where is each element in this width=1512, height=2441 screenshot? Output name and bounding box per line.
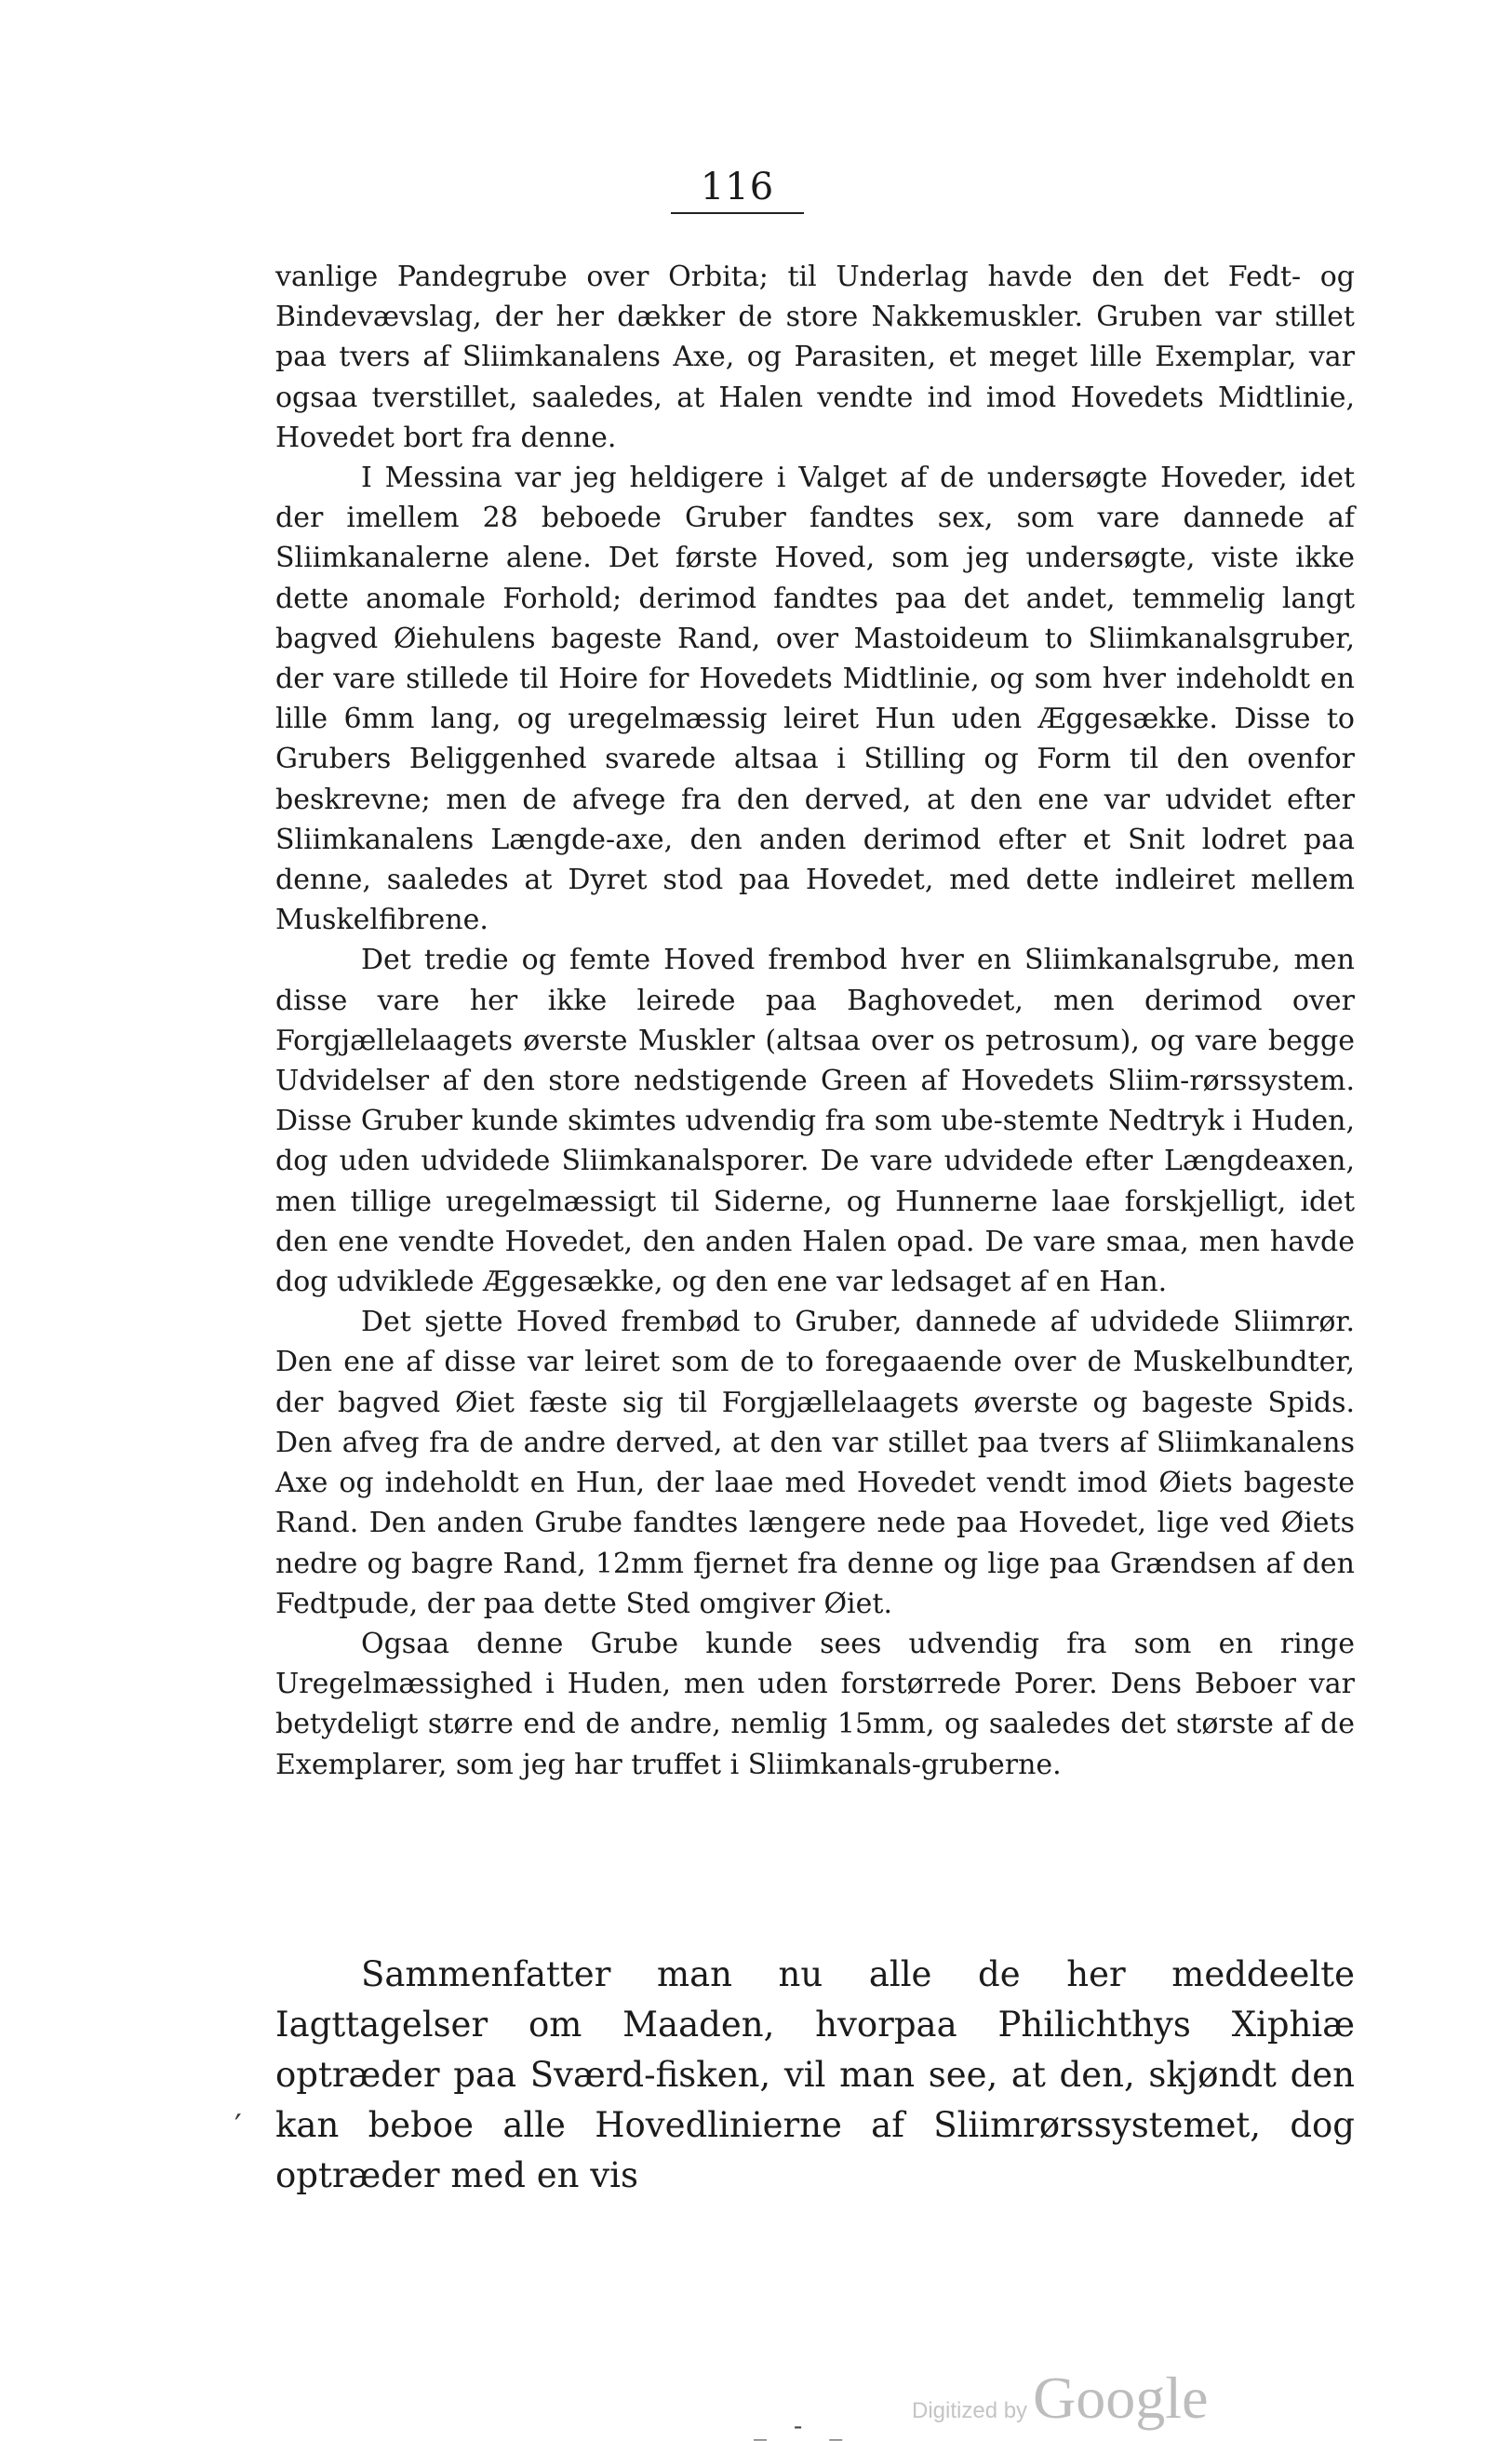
body-text [275,257,1355,1785]
margin-mark: ′ [234,2108,242,2145]
paragraph: Det sjette Hoved frembød to Gruber, dannede af udvidede Sliimrør. Den ene af disse var leiret som de to foregaaende over de Muskelbundter, der bagved Øiet fæste sig til Forgjællelaagets øverste og bageste Spids. Den afveg fra de andre derved, at den var stillet paa tvers af Sliimkanalens Axe og indeholdt en Hun, der laae med Hovedet vendt imod Øiets bageste Rand. Den anden Grube fandtes længere nede paa Hovedet, lige ved Øiets nedre og bagre Rand, 12mm fjernet fra denne og lige paa Grændsen af den Fedtpude, der paa dette Sted omgiver Øiet. [275,1306,1355,1620]
google-logo: Google [1033,2365,1209,2431]
digitized-label: Digitized by [912,2398,1028,2423]
paragraph: Ogsaa denne Grube kunde sees udvendig fra som en ringe Uregelmæssighed i Huden, men uden forstørrede Porer. Dens Beboer var betydeligt større end de andre, nemlig 15mm, og saaledes det største af de Exemplarer, som jeg har truffet i Sliimkanals-gruberne. [275,1627,1355,1781]
summary-section [275,1950,1355,2201]
page-number-text: 116 [671,166,804,214]
digitized-watermark [912,2364,1208,2433]
paragraph: vanlige Pandegrube over Orbita; til Underlag havde den det Fedt- og Bindevævslag, der her dækker de store Nakkemuskler. Gruben var stillet paa tvers af Sliimkanalens Axe, og Parasiten, et meget lille Exemplar, var ogsaa tverstillet, saaledes, at Halen vendte ind imod Hovedets Midtlinie, Hovedet bort fra denne. [275,261,1355,454]
summary-paragraph: Sammenfatter man nu alle de her meddeelte Iagttagelser om Maaden, hvorpaa Philichthys Xiphiæ optræder paa Sværd-fisken, vil man see, at den, skjøndt den kan beboe alle Hovedlinierne af Sliimrørssystemet, dog optræder med en vis [275,1954,1355,2195]
page-number [0,166,1512,214]
footer-dashes: _ - _ [754,2410,852,2441]
paragraph: Det tredie og femte Hoved frembod hver en Sliimkanalsgrube, men disse vare her ikke leirede paa Baghovedet, men derimod over Forgjællelaagets øverste Muskler (altsaa over os petrosum), og vare begge Udvidelser af den store nedstigende Green af Hovedets Sliim-rørssystem. Disse Gruber kunde skimtes udvendig fra som ube-stemte Nedtryk i Huden, dog uden udvidede Sliimkanalsporer. De vare udvidede efter Længdeaxen, men tillige uregelmæssigt til Siderne, og Hunnerne laae forskjelligt, idet den ene vendte Hovedet, den anden Halen opad. De vare smaa, men havde dog udviklede Æggesække, og den ene var ledsaget af en Han. [275,944,1355,1299]
paragraph: I Messina var jeg heldigere i Valget af de undersøgte Hoveder, idet der imellem 28 beboede Gruber fandtes sex, som vare dannede af Sliimkanalerne alene. Det første Hoved, som jeg undersøgte, viste ikke dette anomale Forhold; derimod fandtes paa det andet, temmelig langt bagved Øiehulens bageste Rand, over Mastoideum to Sliimkanalsgruber, der vare stillede til Hoire for Hovedets Midtlinie, og som hver indeholdt en lille 6mm lang, og uregelmæssig leiret Hun uden Æggesække. Disse to Grubers Beliggenhed svarede altsaa i Stilling og Form til den ovenfor beskrevne; men de afvege fra den derved, at den ene var udvidet efter Sliimkanalens Længde-axe, den anden derimod efter et Snit lodret paa denne, saaledes at Dyret stod paa Hovedet, med dette indleiret mellem Muskelfibrene. [275,462,1355,937]
